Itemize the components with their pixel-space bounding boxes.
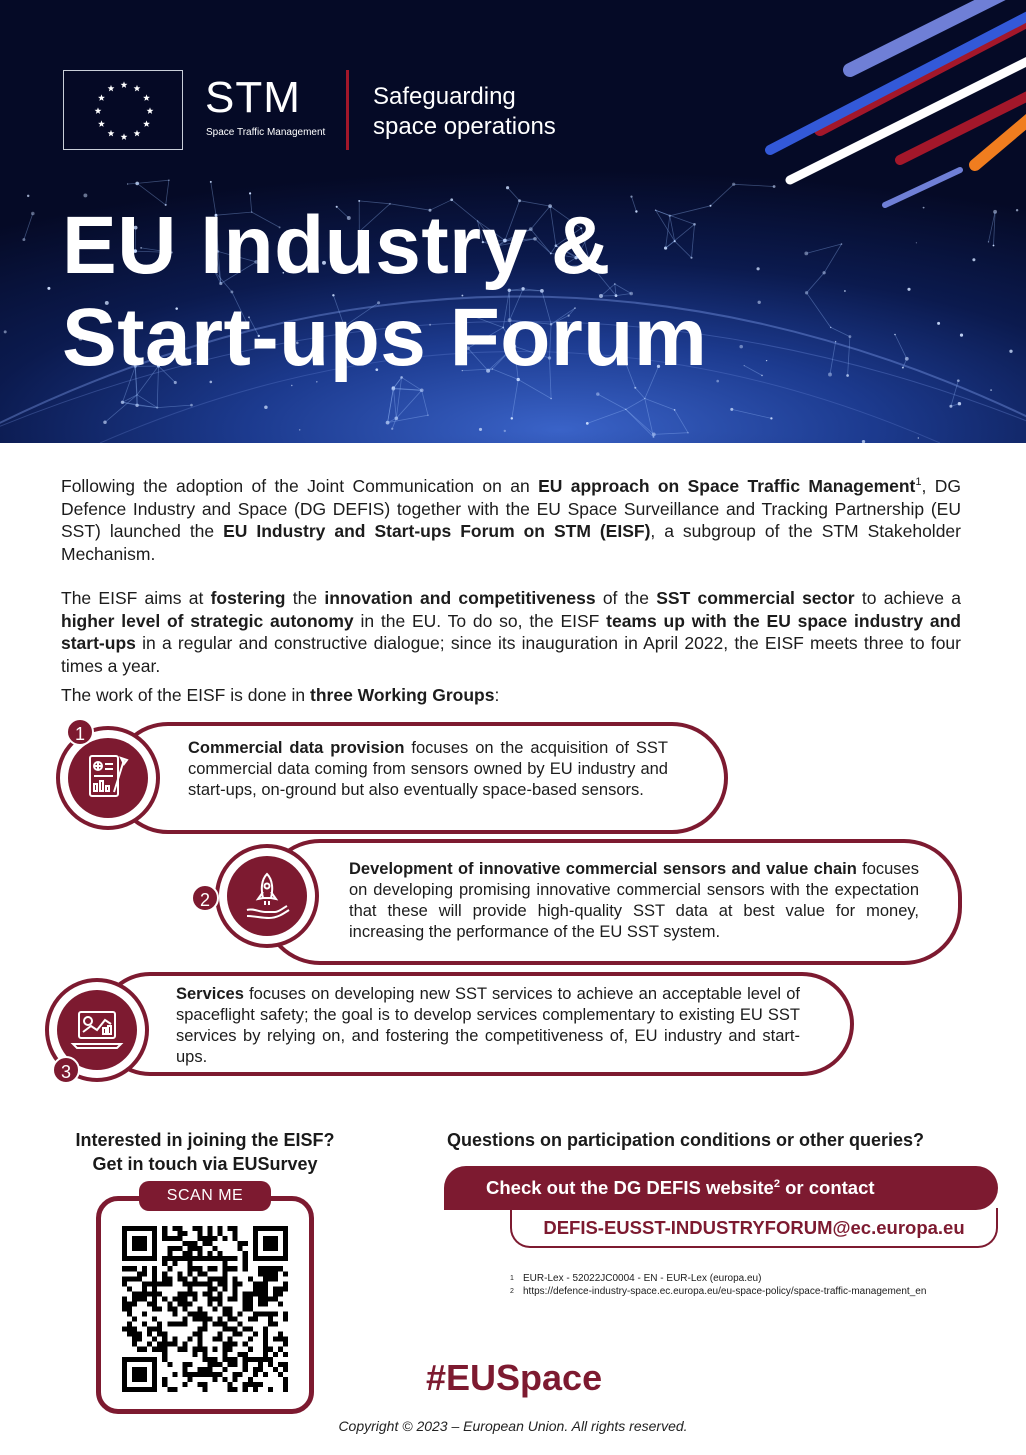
join-heading: [40, 1128, 370, 1176]
logo-divider: [346, 70, 349, 150]
hashtag: #EUSpace: [426, 1357, 603, 1398]
eu-stars-icon: [64, 71, 184, 151]
page-title: [62, 200, 707, 384]
data-report-icon: [80, 750, 136, 806]
questions-heading: Questions on participation conditions or other queries?: [447, 1130, 925, 1150]
join-line: Get in touch via EUSurvey: [92, 1154, 318, 1174]
working-group-number: 1: [66, 718, 94, 746]
stm-brand: STM: [205, 73, 301, 122]
hero-banner: [0, 0, 1026, 443]
intro-paragraph: Following the adoption of the Joint Communication on an EU approach on Space Traffic Management$^1$, DG Defence Industry and Space (DG DEFIS) together with the EU Space Surveillance and Tracking Partnership (EU SST) launched the EU Industry and Start-ups Forum on STM (EISF), a subgroup of the STM Stakeholder Mechanism.: [61, 476, 961, 564]
working-group-1-text: Commercial data provision focuses on the acquisition of SST commercial data coming from sensors owned by EU industry and start-ups, on-ground but also eventually space-based sensors.: [188, 739, 669, 799]
tagline-line: space operations: [373, 113, 556, 140]
tagline-line: Safeguarding: [373, 83, 516, 110]
stm-brand-subtitle: Space Traffic Management: [206, 127, 326, 138]
cta-tail: or contact: [779, 1177, 875, 1198]
cta-text: Check out the DG DEFIS website: [486, 1177, 774, 1198]
join-line: Interested in joining the EISF?: [75, 1130, 335, 1150]
working-group-number: 2: [191, 884, 219, 912]
cta-footnote-mark: 2: [773, 1177, 780, 1190]
working-group-2-text: Development of innovative commercial sensors and value chain focuses on developing promising innovative commercial sensors with the expectation that these will provide high-quality SST data at best value for money, increasing the performance of the EU SST system.: [349, 860, 919, 941]
eu-flag-logo: [63, 70, 183, 150]
laptop-chart-icon: [69, 1002, 125, 1058]
aims-paragraph: The EISF aims at fostering the innovation and competitiveness of the SST commercial sector to achieve a higher level of strategic autonomy in the EU. To do so, the EISF teams up with the EU space industry and start-ups in a regular and constructive dialogue; since its inauguration in April 2022, the EISF meets three to four times a year.: [61, 588, 961, 676]
scan-me-label: SCAN ME: [139, 1181, 271, 1211]
working-group-number: 3: [52, 1056, 80, 1084]
copyright: Copyright © 2023 – European Union. All rights reserved.: [338, 1418, 688, 1434]
footnote[interactable]: 2 https://defence-industry-space.ec.europa.eu/eu-space-policy/space-traffic-management_en: [510, 1286, 927, 1297]
rocket-hand-icon: [239, 868, 295, 924]
title-line: EU Industry &: [62, 200, 611, 291]
title-line: Start-ups Forum: [62, 292, 708, 383]
working-groups-lead: The work of the EISF is done in three Working Groups:: [61, 685, 500, 705]
footnotes: [510, 1272, 926, 1298]
working-group-2-badge: [215, 844, 319, 948]
contact-email-link[interactable]: DEFIS-EUSST-INDUSTRYFORUM@ec.europa.eu: [510, 1208, 998, 1248]
footnote[interactable]: 1 EUR-Lex - 52022JC0004 - EN - EUR-Lex (europa.eu): [510, 1273, 762, 1284]
defis-website-link[interactable]: [444, 1166, 998, 1210]
working-group-3-text: Services focuses on developing new SST services to achieve an acceptable level of spaceflight safety; the goal is to develop services complementary to existing EU SST services by relying on, and fostering the competitiveness of, EU industry and start-ups.: [176, 985, 800, 1066]
tagline: [373, 82, 556, 142]
eusurvey-qr-code[interactable]: [122, 1226, 288, 1392]
